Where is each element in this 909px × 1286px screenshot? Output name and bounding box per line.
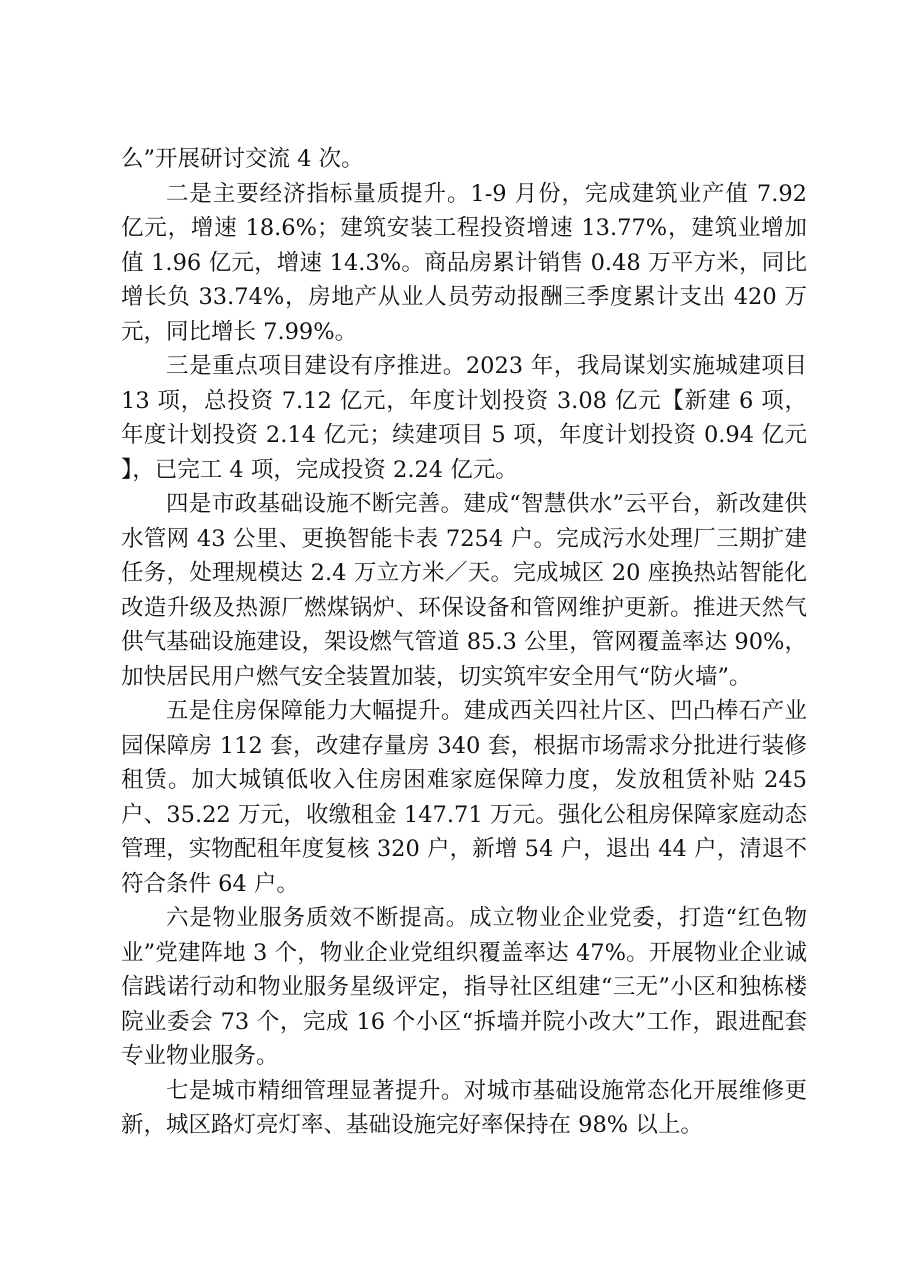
paragraph-municipal-infrastructure: 四是市政基础设施不断完善。建成“智慧供水”云平台，新改建供水管网 43 公里、更换智能卡表 7254 户。完成污水处理厂三期扩建任务，处理规模达 2.4 万立方米／天。完成城区 20 座换热站智能化改造升级及热源厂燃煤锅炉、环保设备和管网维护更新。推进天然气供气基础设施建设，架设燃气管道 85.3 公里，管网覆盖率达 90%，加快居民用户燃气安全装置加装，切实筑牢安全用气“防火墙”。	[121, 491, 807, 690]
document-body	[121, 142, 807, 1143]
paragraph-property-services: 六是物业服务质效不断提高。成立物业企业党委，打造“红色物业”党建阵地 3 个，物业企业党组织覆盖率达 47%。开展物业企业诚信践诺行动和物业服务星级评定，指导社区组建“三无”小区和独栋楼院业委会 73 个，完成 16 个小区“拆墙并院小改大”工作，跟进配套专业物业服务。	[121, 905, 807, 1069]
paragraph-housing-security: 五是住房保障能力大幅提升。建成西关四社片区、凹凸棒石产业园保障房 112 套，改建存量房 340 套，根据市场需求分批进行装修租赁。加大城镇低收入住房困难家庭保障力度，发放租赁补贴 245 户、35.22 万元，收缴租金 147.71 万元。强化公租房保障家庭动态管理，实物配租年度复核 320 户，新增 54 户，退出 44 户，清退不符合条件 64 户。	[121, 698, 807, 897]
paragraph-continuation: 么”开展研讨交流 4 次。	[121, 146, 364, 172]
paragraph-key-projects: 三是重点项目建设有序推进。2023 年，我局谋划实施城建项目 13 项，总投资 7.12 亿元，年度计划投资 3.08 亿元【新建 6 项，年度计划投资 2.14 亿元；续建项目 5 项，年度计划投资 0.94 亿元】，已完工 4 项，完成投资 2.24 亿元。	[121, 353, 807, 483]
paragraph-economic-indicators: 二是主要经济指标量质提升。1-9 月份，完成建筑业产值 7.92 亿元，增速 18.6%；建筑安装工程投资增速 13.77%，建筑业增加值 1.96 亿元，增速 14.3%。商品房累计销售 0.48 万平方米，同比增长负 33.74%，房地产从业人员劳动报酬三季度累计支出 420 万元，同比增长 7.99%。	[121, 180, 807, 345]
paragraph-urban-management: 七是城市精细管理显著提升。对城市基础设施常态化开展维修更新，城区路灯亮灯率、基础设施完好率保持在 98% 以上。	[121, 1077, 807, 1138]
